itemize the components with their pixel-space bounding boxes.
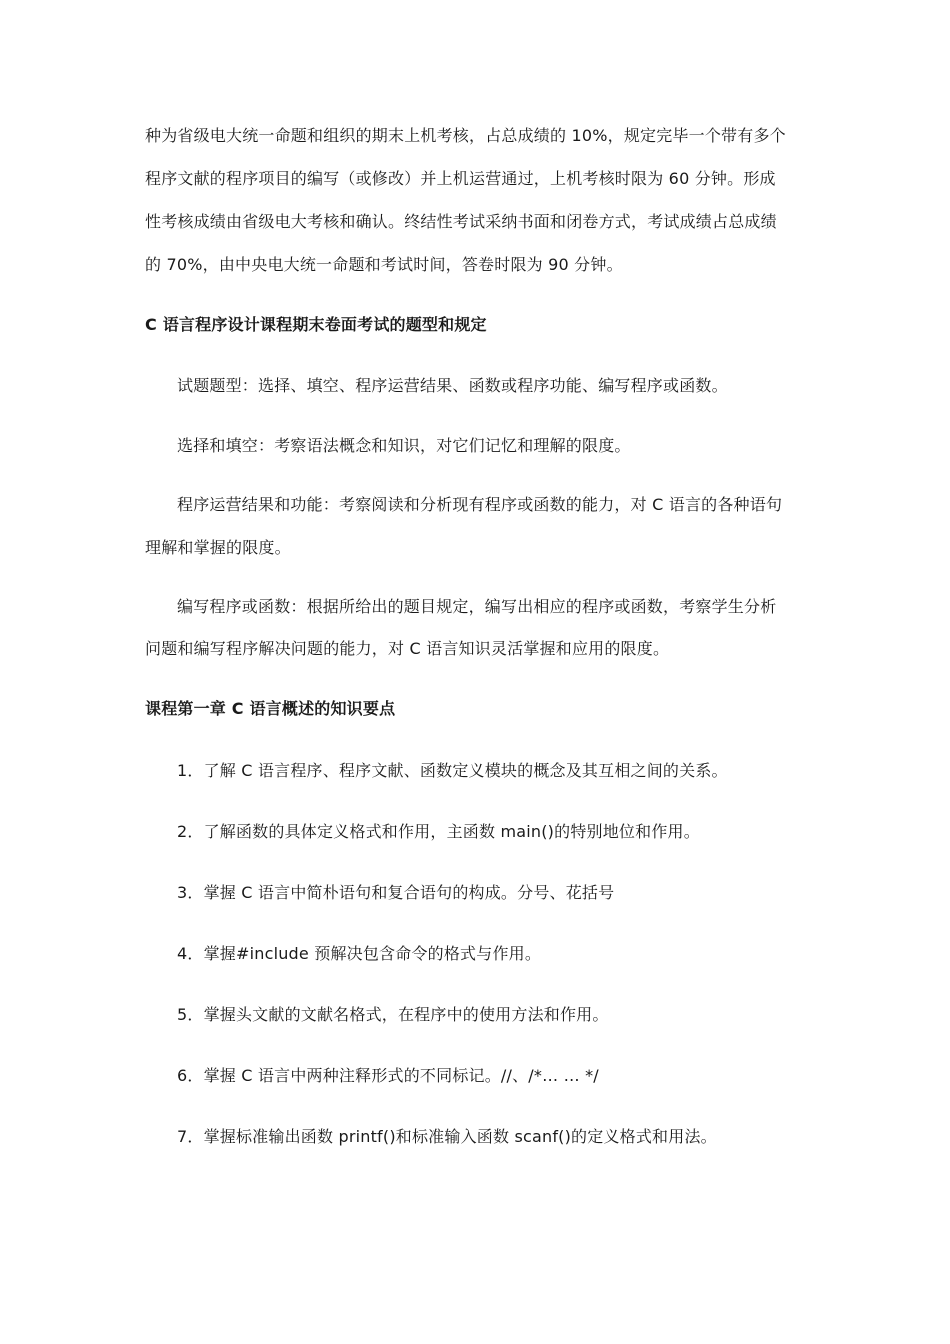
knowledge-item-5: 5．掌握头文献的文献名格式，在程序中的使用方法和作用。 <box>177 1005 609 1024</box>
knowledge-item-7: 7．掌握标准输出函数 printf()和标准输入函数 scanf()的定义格式和用法。 <box>177 1127 717 1146</box>
intro-line-4: 的 70%，由中央电大统一命题和考试时间，答卷时限为 90 分钟。 <box>145 255 623 274</box>
exam-write-line-1: 编写程序或函数：根据所给出的题目规定，编写出相应的程序或函数，考察学生分析 <box>177 597 777 616</box>
exam-question-types: 试题题型：选择、填空、程序运营结果、函数或程序功能、编写程序或函数。 <box>177 376 728 395</box>
knowledge-item-3: 3．掌握 C 语言中简朴语句和复合语句的构成。分号、花括号 <box>177 883 615 902</box>
exam-result-line-1: 程序运营结果和功能：考察阅读和分析现有程序或函数的能力，对 C 语言的各种语句 <box>177 495 783 514</box>
section-heading-exam: C 语言程序设计课程期末卷面考试的题型和规定 <box>145 315 487 334</box>
exam-write-line-2: 问题和编写程序解决问题的能力，对 C 语言知识灵活掌握和应用的限度。 <box>145 639 670 658</box>
intro-line-2: 程序文献的程序项目的编写（或修改）并上机运营通过，上机考核时限为 60 分钟。形成 <box>145 169 776 188</box>
intro-line-3: 性考核成绩由省级电大考核和确认。终结性考试采纳书面和闭卷方式，考试成绩占总成绩 <box>145 212 777 231</box>
section-heading-chapter1: 课程第一章 C 语言概述的知识要点 <box>145 699 396 718</box>
exam-result-line-2: 理解和掌握的限度。 <box>145 538 291 557</box>
exam-choice-fill: 选择和填空：考察语法概念和知识，对它们记忆和理解的限度。 <box>177 436 631 455</box>
knowledge-item-4: 4．掌握#include 预解决包含命令的格式与作用。 <box>177 944 542 963</box>
knowledge-item-2: 2．了解函数的具体定义格式和作用，主函数 main()的特别地位和作用。 <box>177 822 700 841</box>
knowledge-item-6: 6．掌握 C 语言中两种注释形式的不同标记。//、/*… … */ <box>177 1066 599 1085</box>
knowledge-item-1: 1．了解 C 语言程序、程序文献、函数定义模块的概念及其互相之间的关系。 <box>177 761 728 780</box>
intro-line-1: 种为省级电大统一命题和组织的期末上机考核，占总成绩的 10%，规定完毕一个带有多个 <box>145 126 786 145</box>
